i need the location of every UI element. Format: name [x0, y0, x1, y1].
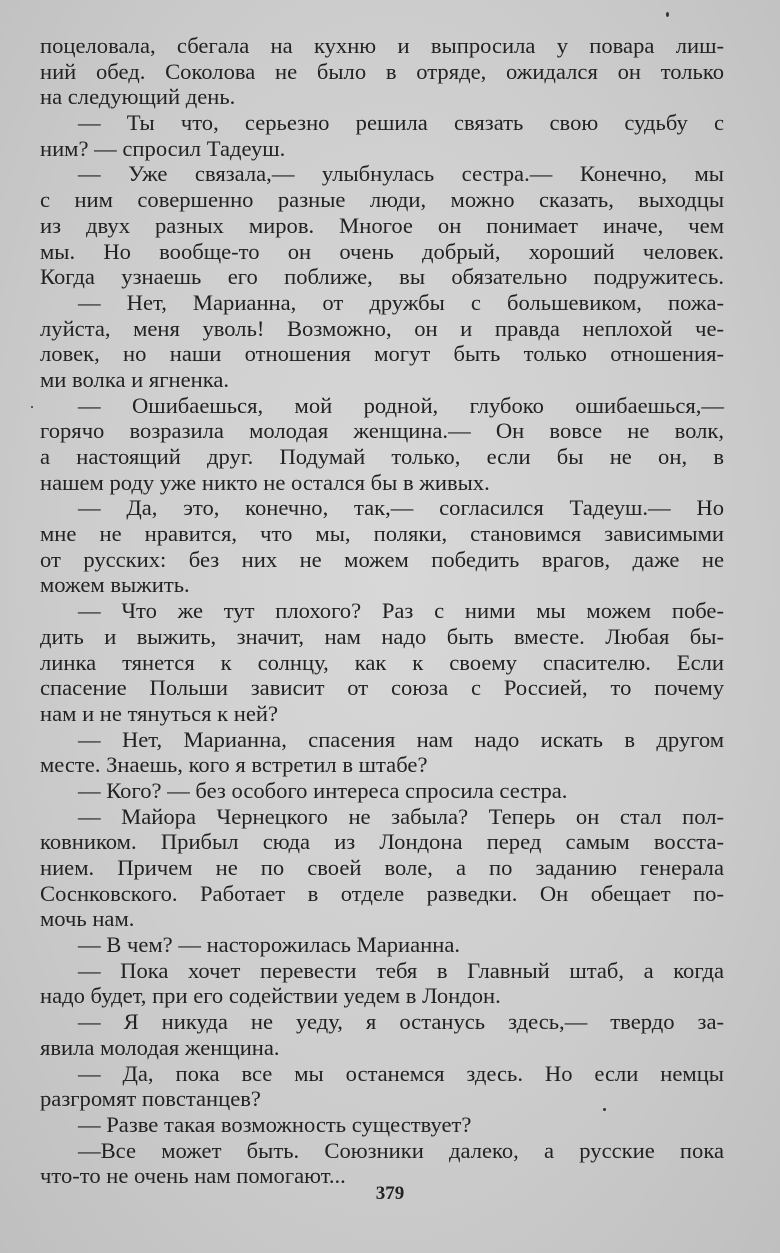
- text-line: нием. Причем не по своей воле, а по заданию генерала: [40, 855, 724, 880]
- text-line: — Ошибаешься, мой родной, глубоко ошибаешься,—: [78, 392, 724, 418]
- text-line: Соснковского. Работает в отделе разведки. Он обещает по-: [40, 880, 724, 906]
- print-speck: [666, 12, 669, 17]
- text-line: — Я никуда не уеду, я останусь здесь,— твердо за-: [78, 1009, 724, 1035]
- text-line: нашем роду уже никто не остался бы в живых.: [40, 469, 490, 495]
- text-line: а настоящий друг. Подумай только, если бы не он, в: [40, 444, 724, 469]
- text-line: — Пока хочет перевести тебя в Главный штаб, а когда: [78, 957, 724, 983]
- text-line: ковником. Прибыл сюда из Лондона перед самым восста-: [40, 829, 724, 855]
- text-line: — Разве такая возможность существует?: [78, 1111, 472, 1137]
- text-line: — Майора Чернецкого не забыла? Теперь он стал пол-: [78, 803, 724, 829]
- text-line: из двух разных миров. Многое он понимает иначе, чем: [40, 212, 724, 238]
- text-line: горячо возразила молодая женщина.— Он вовсе не волк,: [40, 418, 724, 444]
- page-number: 379: [375, 1183, 405, 1204]
- text-line: ним? — спросил Тадеуш.: [40, 135, 286, 161]
- text-line: поцеловала, сбегала на кухню и выпросила у повара лиш-: [40, 33, 724, 58]
- text-line: ний обед. Соколова не было в отряде, ожидался он только: [40, 58, 724, 84]
- text-line: — Уже связала,— улыбнулась сестра.— Конечно, мы: [78, 161, 724, 187]
- print-speck: [603, 1108, 606, 1111]
- text-line: разгромят повстанцев?: [40, 1086, 261, 1112]
- text-line: — Нет, Марианна, от дружбы с большевиком, пожа-: [78, 289, 724, 315]
- text-line: явила молодая женщина.: [40, 1034, 280, 1060]
- text-line: — Ты что, серьезно решила связать свою судьбу с: [78, 110, 724, 136]
- text-line: на следующий день.: [40, 84, 236, 110]
- text-line: — Кого? — без особого интереса спросила сестра.: [78, 777, 568, 803]
- text-line: линка тянется к солнцу, как к своему спасителю. Если: [40, 649, 724, 675]
- text-line: — Да, это, конечно, так,— согласился Тадеуш.— Но: [78, 495, 724, 521]
- print-speck: [31, 406, 33, 408]
- text-line: — Нет, Марианна, спасения нам надо искать в другом: [78, 726, 724, 752]
- text-line: с ним совершенно разные люди, можно сказать, выходцы: [40, 187, 724, 213]
- text-line: —Все может быть. Союзники далеко, а русские пока: [78, 1137, 724, 1163]
- text-line: мочь нам.: [40, 906, 135, 932]
- text-line: от русских: без них не можем победить врагов, даже не: [40, 546, 724, 572]
- text-line: Когда узнаешь его поближе, вы обязательно подружитесь.: [40, 264, 724, 290]
- text-line: надо будет, при его содействии уедем в Лондон.: [40, 983, 501, 1009]
- text-line: мне не нравится, что мы, поляки, становимся зависимыми: [40, 521, 724, 547]
- text-line: что-то не очень нам помогают...: [40, 1163, 346, 1189]
- text-line: ми волка и ягненка.: [40, 366, 230, 392]
- text-line: можем выжить.: [40, 572, 190, 598]
- text-line: луйста, меня уволь! Возможно, он и правда неплохой че-: [40, 315, 724, 341]
- text-line: нам и не тянуться к ней?: [40, 700, 279, 726]
- text-line: спасение Польши зависит от союза с Россией, то почему: [40, 675, 724, 701]
- text-line: месте. Знаешь, кого я встретил в штабе?: [40, 752, 428, 778]
- text-line: дить и выжить, значит, нам надо быть вместе. Любая бы-: [40, 623, 724, 649]
- body-text: [40, 33, 724, 1189]
- text-line: — Что же тут плохого? Раз с ними мы можем побе-: [78, 598, 724, 624]
- text-line: ловек, но наши отношения могут быть только отношения-: [40, 341, 724, 367]
- text-line: — Да, пока все мы останемся здесь. Но если немцы: [78, 1060, 724, 1086]
- text-line: мы. Но вообще-то он очень добрый, хороший человек.: [40, 238, 724, 264]
- text-line: — В чем? — насторожилась Марианна.: [78, 932, 460, 958]
